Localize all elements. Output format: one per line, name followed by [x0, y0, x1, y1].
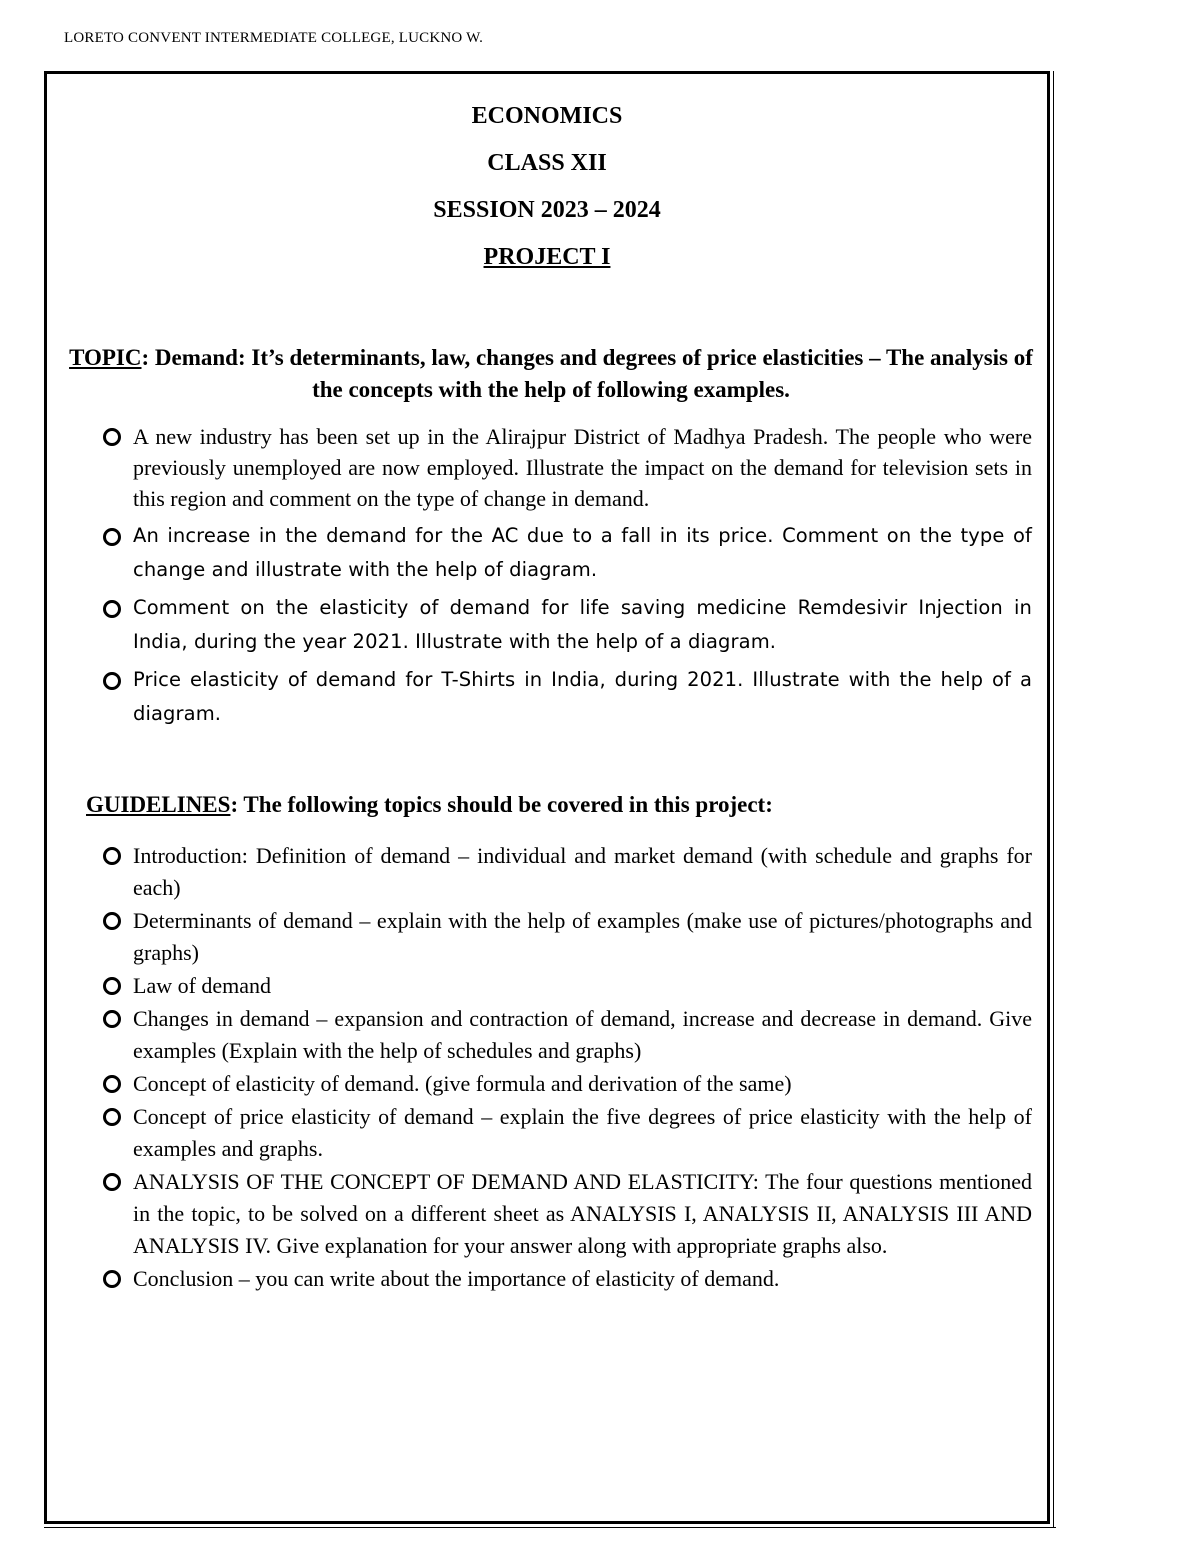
list-item: [100, 421, 1032, 514]
topic-item-text: Price elasticity of demand for T-Shirts in India, during 2021. Illustrate with the help of a diagram.: [133, 668, 1032, 725]
circle-bullet-icon: [103, 977, 121, 995]
guideline-item-text: Introduction: Definition of demand – individual and market demand (with schedule and graphs for each): [133, 843, 1032, 900]
guideline-item-text: Concept of elasticity of demand. (give formula and derivation of the same): [133, 1071, 792, 1096]
topic-label: TOPIC: [69, 345, 142, 370]
list-item: [100, 519, 1032, 587]
school-header: LORETO CONVENT INTERMEDIATE COLLEGE, LUCKNO W.: [64, 30, 484, 46]
guidelines-list: [100, 840, 1032, 1296]
page-border-shadow-right: [1053, 71, 1054, 1527]
guideline-item-text: ANALYSIS OF THE CONCEPT OF DEMAND AND ELASTICITY: The four questions mentioned in the topic, to be solved on a different sheet as ANALYSIS I, ANALYSIS II, ANALYSIS III AND ANALYSIS IV. Give explanation for your answer along with appropriate graphs also.: [133, 1169, 1032, 1258]
circle-bullet-icon: [103, 600, 121, 618]
guideline-item-text: Determinants of demand – explain with the help of examples (make use of pictures/photographs and graphs): [133, 908, 1032, 965]
session-title: SESSION 2023 – 2024: [433, 197, 661, 223]
guidelines-label: GUIDELINES: [86, 792, 231, 817]
topic-item-text: An increase in the demand for the AC due to a fall in its price. Comment on the type of change and illustrate with the help of diagram.: [133, 524, 1032, 581]
list-item: [100, 591, 1032, 659]
list-item: [100, 1166, 1032, 1262]
topic-item-text: A new industry has been set up in the Alirajpur District of Madhya Pradesh. The people who were previously unemployed are now employed. Illustrate the impact on the demand for television sets in this region and comment on the type of change in demand.: [133, 424, 1032, 511]
circle-bullet-icon: [103, 1075, 121, 1093]
circle-bullet-icon: [103, 1270, 121, 1288]
list-item: [100, 663, 1032, 731]
list-item: [100, 1068, 1032, 1100]
circle-bullet-icon: [103, 1010, 121, 1028]
page-border-shadow-bottom: [44, 1527, 1056, 1528]
topic-list: [100, 421, 1032, 735]
circle-bullet-icon: [103, 428, 121, 446]
guideline-item-text: Law of demand: [133, 973, 272, 998]
topic-item-text: Comment on the elasticity of demand for life saving medicine Remdesivir Injection in India, during the year 2021. Illustrate with the help of a diagram.: [133, 596, 1032, 653]
guidelines-heading: [86, 792, 773, 818]
guideline-item-text: Changes in demand – expansion and contraction of demand, increase and decrease in demand. Give examples (Explain with the help of schedules and graphs): [133, 1006, 1032, 1063]
topic-text: : Demand: It’s determinants, law, changes and degrees of price elasticities – The analysis of the concepts with the help of following examples.: [141, 345, 1033, 402]
list-item: [100, 905, 1032, 969]
circle-bullet-icon: [103, 1173, 121, 1191]
topic-heading: [62, 342, 1040, 406]
circle-bullet-icon: [103, 847, 121, 865]
project-title-text: PROJECT I: [483, 244, 611, 270]
project-title: [47, 244, 1047, 271]
circle-bullet-icon: [103, 528, 121, 546]
circle-bullet-icon: [103, 912, 121, 930]
guideline-item-text: Concept of price elasticity of demand – explain the five degrees of price elasticity with the help of examples and graphs.: [133, 1104, 1032, 1161]
subject-title: ECONOMICS: [471, 103, 623, 129]
circle-bullet-icon: [103, 1108, 121, 1126]
circle-bullet-icon: [103, 672, 121, 690]
guideline-item-text: Conclusion – you can write about the importance of elasticity of demand.: [133, 1266, 780, 1291]
list-item: [100, 1263, 1032, 1295]
class-title: CLASS XII: [487, 150, 607, 176]
list-item: [100, 1003, 1032, 1067]
list-item: [100, 840, 1032, 904]
list-item: [100, 1101, 1032, 1165]
list-item: [100, 970, 1032, 1002]
guidelines-text: : The following topics should be covered in this project:: [230, 792, 773, 817]
